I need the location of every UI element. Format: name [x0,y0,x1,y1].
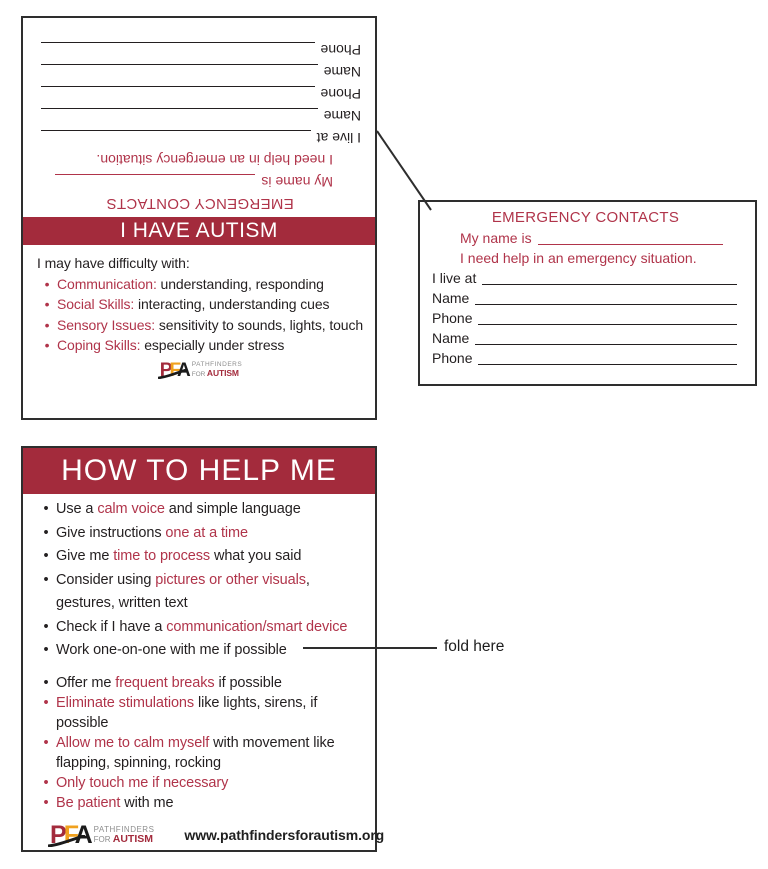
blank-line [41,130,311,149]
website-url: www.pathfindersforautism.org [184,827,385,843]
bullet-icon: • [43,548,49,564]
item-red-text: Eliminate stimulations [56,694,195,711]
blank-line [41,64,318,83]
item-text: if possible [214,674,282,691]
i-have-autism-banner: I HAVE AUTISM [23,217,375,245]
field-row [432,268,739,288]
item-red-text: pictures or other visuals [155,571,306,588]
emergency-contacts-form-rotated [23,18,375,217]
pfa-logo-line1: PATHFINDERS [191,361,243,369]
pfa-logo-line2: FOR AUTISM [93,833,154,846]
card-emergency-contacts [418,200,757,386]
item-red-text: Allow me to calm myself [56,734,210,751]
bullet-icon: • [43,674,49,691]
bullet-icon: • [43,642,49,658]
item-red-text: calm voice [97,501,165,517]
blank-line [482,268,737,285]
item-black-text: understanding, responding [156,275,324,292]
list-item [36,673,369,693]
bullet-icon: • [43,734,49,751]
item-red-text: Sensory Issues: [57,316,156,333]
item-red-text: communication/smart device [166,618,348,635]
help-text: I need help in an emergency situation. [96,152,333,168]
pfa-logo-line1: PATHFINDERS [93,824,155,834]
field-row [432,348,739,368]
my-name-label: My name is [460,230,532,246]
item-text: with movement like flapping, spinning, rocking [56,734,335,771]
pfa-logo-icon: PFA [50,820,90,849]
field-row [432,288,739,308]
blank-line [478,308,737,325]
field-label: Name [323,64,361,80]
bullet-icon: • [44,296,50,312]
item-black-text: especially under stress [140,337,285,353]
field-row [39,39,361,61]
blank-line [475,328,737,345]
item-red-text: frequent breaks [115,674,215,691]
help-list-top [23,494,375,663]
field-row [432,328,739,348]
field-row [39,105,361,127]
bullet-icon: • [43,524,49,541]
fold-here-label: fold here [444,638,505,655]
list-item [37,315,365,336]
bullet-icon: • [43,774,49,791]
bullet-icon: • [43,618,49,635]
list-item [36,569,369,616]
field-label: Phone [432,350,473,366]
my-name-blank-line [538,228,723,245]
item-text: Use a [56,501,98,517]
field-label: Phone [320,42,361,58]
how-to-help-banner: HOW TO HELP ME [23,448,375,494]
bullet-icon: • [43,794,49,811]
blank-line [41,86,315,105]
emergency-contacts-title: EMERGENCY CONTACTS [491,209,680,226]
item-red-text: Be patient [56,794,121,811]
blank-line [478,348,737,365]
field-row [39,61,361,83]
bullet-icon: • [43,571,49,588]
item-red-text: Communication: [57,275,157,292]
field-label: Name [432,290,470,306]
field-label: Name [432,330,470,346]
list-item [36,545,369,569]
item-red-text: Social Skills: [57,296,135,312]
pfa-logo-line2: FOR AUTISM [191,367,239,378]
emergency-contacts-title: EMERGENCY CONTACTS [106,195,294,212]
pfa-logo [50,820,155,849]
item-red-text: time to process [113,548,211,564]
bullet-icon: • [44,275,50,292]
item-text: Give me [56,548,114,564]
field-row [39,127,361,149]
item-black-text: interacting, understanding cues [134,296,330,312]
item-text: Offer me [56,674,116,691]
list-item [36,522,369,546]
list-item [36,498,369,522]
help-text: I need help in an emergency situation. [460,250,697,266]
field-label: I live at [316,130,361,146]
item-text: and simple language [164,501,301,517]
my-name-label: My name is [261,174,333,190]
difficulty-intro: I may have difficulty with: [37,255,190,271]
item-text: Work one-on-one with me if possible [56,642,287,658]
field-label: Phone [320,86,361,102]
item-red-text: one at a time [165,524,248,541]
bullet-icon: • [44,337,50,353]
difficulty-list [23,245,375,380]
item-text: what you said [210,548,302,564]
list-item [36,639,369,663]
item-text: like lights, sirens, if possible [56,694,318,731]
list-item [36,773,369,793]
list-item [37,335,365,356]
pfa-logo [160,361,242,380]
my-name-row [460,228,739,248]
list-item [36,693,369,733]
item-black-text: sensitivity to sounds, lights, touch [155,316,364,333]
list-item [36,616,369,640]
item-red-text: Only touch me if necessary [56,774,229,791]
fold-here-line [303,647,437,649]
my-name-row [39,171,333,193]
card-footer [23,820,385,849]
list-item [36,733,369,773]
field-label: Name [323,108,361,124]
item-text: with me [120,794,174,811]
card-back [21,446,385,852]
pfa-logo-icon: PFA [159,359,188,381]
bullet-icon: • [43,694,49,711]
field-label: I live at [432,270,477,286]
list-item [37,294,365,315]
item-red-text: Coping Skills: [57,337,141,353]
bullet-icon: • [43,501,49,517]
item-text: Check if I have a [56,618,167,635]
my-name-blank-line [55,174,255,193]
field-row [39,83,361,105]
field-label: Phone [432,310,473,326]
help-list-bottom [23,663,375,813]
item-text: Consider using [56,571,156,588]
blank-line [41,42,315,61]
bullet-icon: • [44,316,50,333]
list-item [37,274,365,295]
blank-line [41,108,318,127]
emergency-contacts-form [420,202,755,368]
blank-line [475,288,737,305]
field-row [432,308,739,328]
card-front [21,16,377,420]
item-text: , gestures, written text [56,571,310,611]
item-text: Give instructions [56,524,166,541]
list-item [36,793,369,813]
